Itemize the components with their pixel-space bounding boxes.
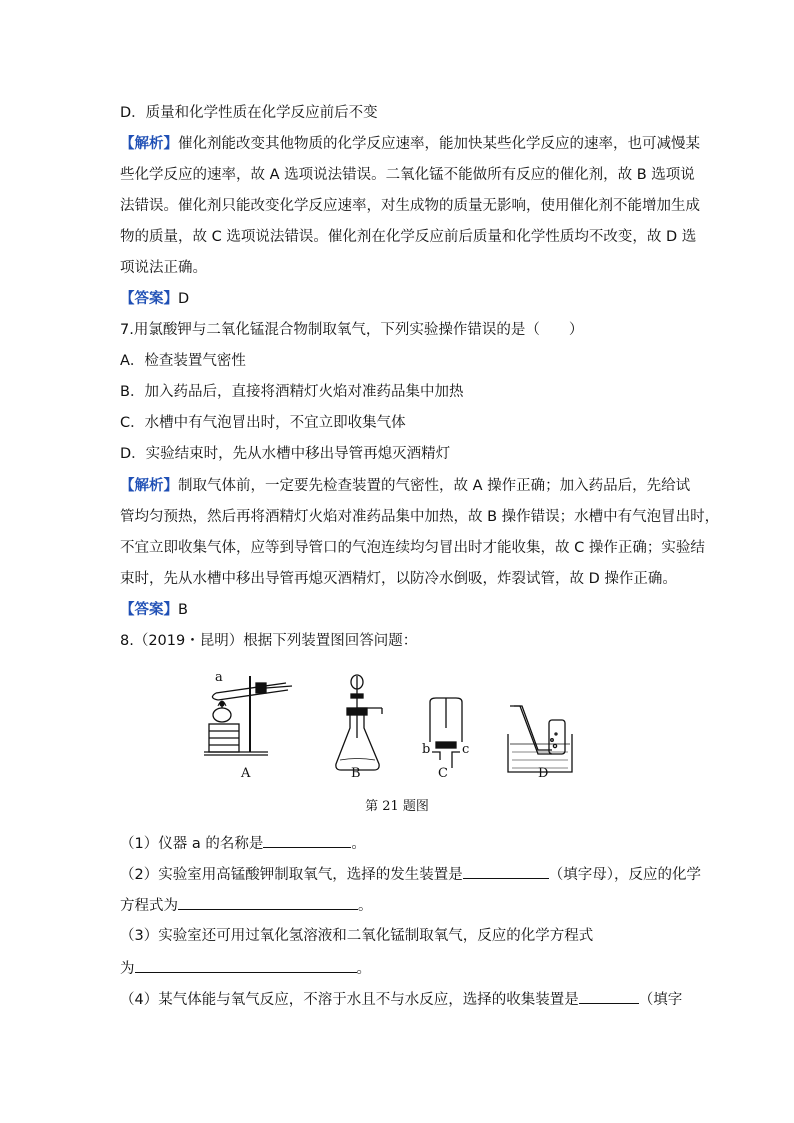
figure-caption: 第 21 题图 [365, 799, 429, 814]
q6-option-d: D．质量和化学性质在化学反应前后不变 [120, 105, 378, 121]
apparatus-d-drawing [508, 706, 572, 772]
q7-analysis-line-4: 束时，先从水槽中移出导管再熄灭酒精灯，以防冷水倒吸，炸裂试管，故 D 操作正确。 [120, 571, 677, 587]
answer-blank-4[interactable] [135, 957, 357, 973]
q8-sub2-line-2: 方程式为 。 [120, 894, 373, 916]
q6-answer [120, 289, 189, 309]
answer-blank-1[interactable] [263, 832, 351, 848]
q8-sub4: （4）某气体能与氧气反应，不溶于水且不与水反应，选择的收集装置是 （填字 [120, 988, 682, 1010]
apparatus-a-label: A [241, 766, 251, 781]
q8-stem: 8.（2019・昆明）根据下列装置图回答问题： [120, 633, 418, 649]
q8-sub1: （1）仪器 a 的名称是 。 [120, 832, 366, 854]
answer-blank-3[interactable] [178, 894, 358, 910]
q8-sub3-line-1: （3）实验室还可用过氧化氢溶液和二氧化锰制取氧气，反应的化学方程式 [120, 928, 594, 944]
q6-analysis-line-5: 项说法正确。 [120, 260, 207, 276]
apparatus-c-drawing [430, 698, 462, 768]
q6-analysis-line-4: 物的质量，故 C 选项说法错误。催化剂在化学反应前后质量和化学性质均不改变，故 D 选 [120, 229, 697, 245]
apparatus-b-drawing [336, 675, 382, 770]
label-c: c [462, 742, 470, 757]
apparatus-c-label: C [438, 766, 448, 781]
q7-option-b: B．加入药品后，直接将酒精灯火焰对准药品集中加热 [120, 384, 464, 400]
q8-sub2-line-1: （2）实验室用高锰酸钾制取氧气，选择的发生装置是 （填字母），反应的化学 [120, 863, 701, 885]
q7-option-d: D．实验结束时，先从水槽中移出导管再熄灭酒精灯 [120, 446, 451, 462]
q7-analysis-line-1: 【解析】制取气体前，一定要先检查装置的气密性，故 A 操作正确；加入药品后，先给试 [120, 478, 691, 494]
answer-blank-2[interactable] [463, 863, 549, 879]
q7-stem: 7.用氯酸钾与二氧化锰混合物制取氧气，下列实验操作错误的是（ ） [120, 322, 584, 338]
q7-analysis-tag: 【解析】 [120, 478, 178, 494]
q6-answer-tag: 【答案】 [120, 291, 178, 307]
apparatus-b-label: B [351, 766, 361, 781]
q7-analysis-line-3: 不宜立即收集气体，应等到导管口的气泡连续均匀冒出时才能收集，故 C 操作正确；实验结 [120, 540, 705, 556]
answer-blank-5[interactable] [579, 988, 639, 1004]
apparatus-a-drawing [204, 676, 292, 755]
q7-answer-tag: 【答案】 [120, 602, 178, 618]
q7-option-c: C．水槽中有气泡冒出时，不宜立即收集气体 [120, 415, 406, 431]
q7-answer [120, 600, 188, 620]
q6-answer-value: D [178, 291, 190, 307]
label-b: b [422, 742, 431, 757]
q7-option-a: A．检查装置气密性 [120, 353, 246, 369]
q6-analysis-line-3: 法错误。催化剂只能改变化学反应速率，对生成物的质量无影响，使用催化剂不能增加生成 [120, 198, 700, 214]
q6-analysis-line-2: 些化学反应的速率，故 A 选项说法错误。二氧化锰不能做所有反应的催化剂，故 B 选项说 [120, 167, 695, 183]
q6-analysis-line-1: 【解析】催化剂能改变其他物质的化学反应速率，能加快某些化学反应的速率，也可减慢某 [120, 136, 700, 152]
q7-analysis-line-2: 管均匀预热，然后再将酒精灯火焰对准药品集中加热，故 B 操作错误；水槽中有气泡冒出时， [120, 509, 720, 525]
q6-analysis-tag: 【解析】 [120, 136, 178, 152]
apparatus-figure [200, 668, 680, 788]
q7-answer-value: B [178, 602, 188, 618]
apparatus-d-label: D [538, 766, 549, 781]
q8-sub3-line-2: 为 。 [120, 957, 371, 979]
label-a: a [215, 670, 223, 685]
